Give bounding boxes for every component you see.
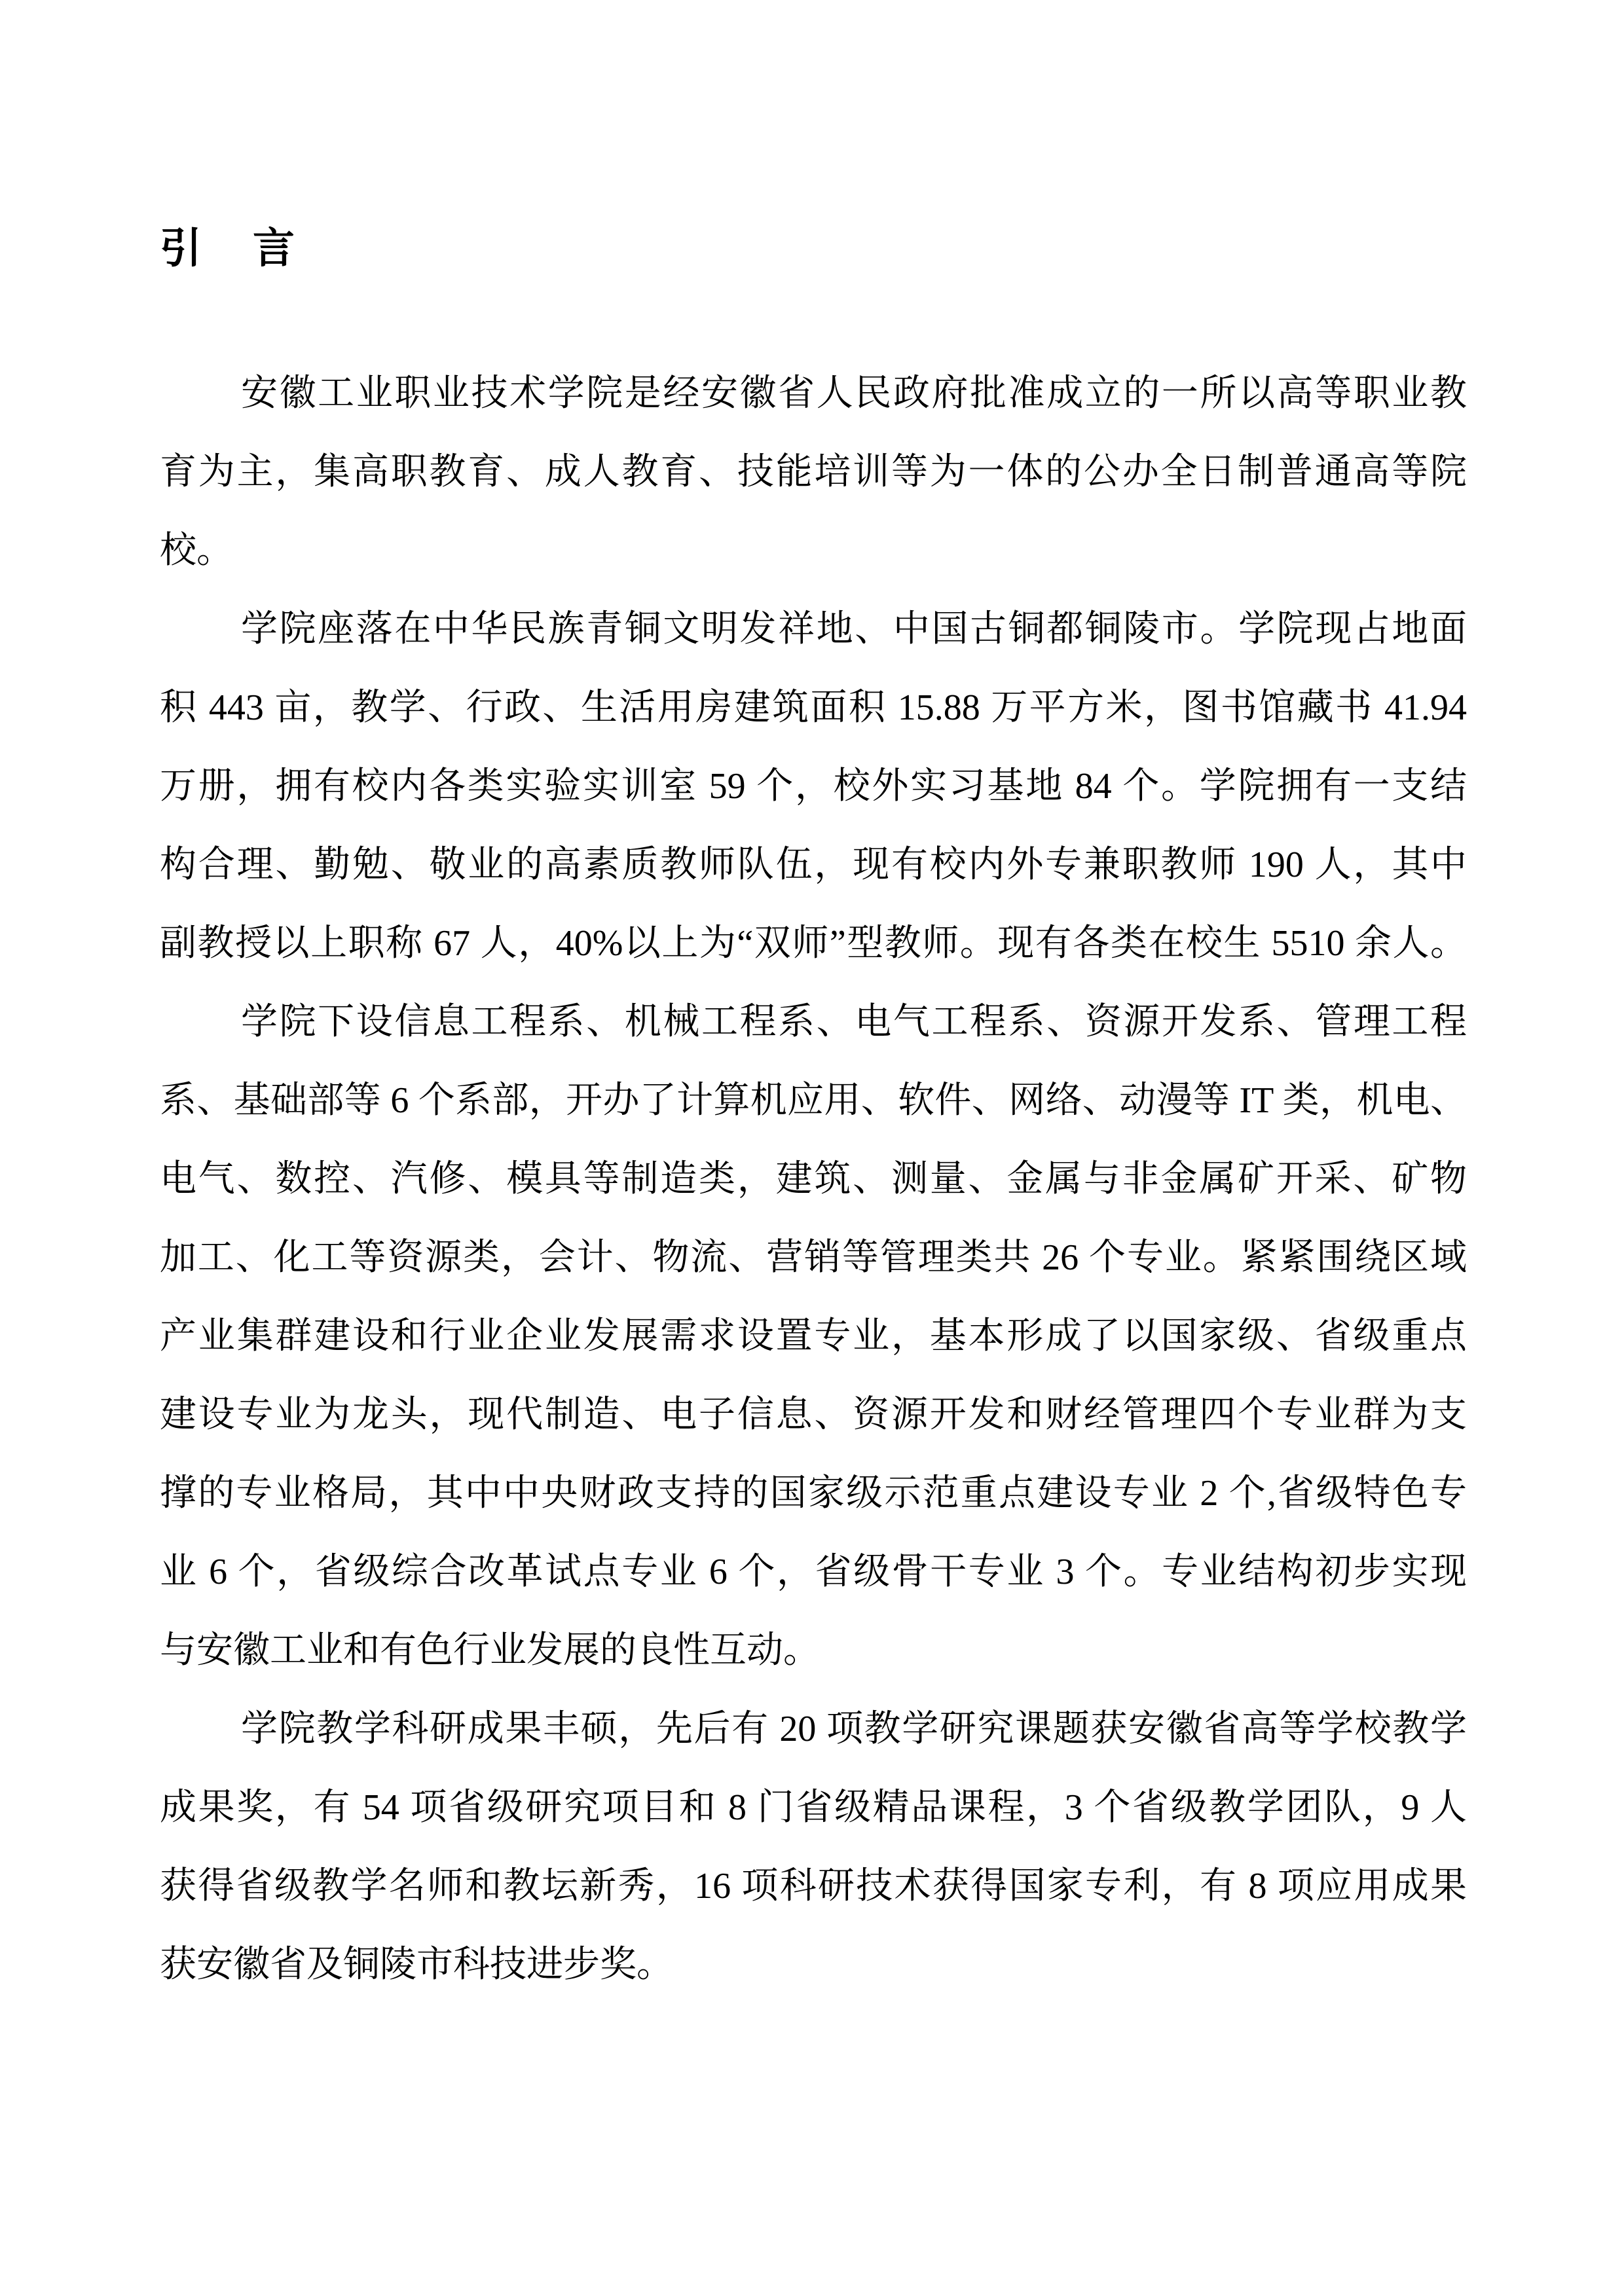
paragraph-line: 产业集群建设和行业企业发展需求设置专业，基本形成了以国家级、省级重点 xyxy=(160,1316,1467,1357)
paragraph-line: 业 6 个，省级综合改革试点专业 6 个，省级骨干专业 3 个。专业结构初步实现 xyxy=(160,1552,1467,1592)
document-body xyxy=(160,354,1467,2004)
paragraph-line: 学院教学科研成果丰硕，先后有 20 项教学研究课题获安徽省高等学校教学 xyxy=(241,1709,1467,1749)
paragraph-line: 加工、化工等资源类，会计、物流、营销等管理类共 26 个专业。紧紧围绕区域 xyxy=(160,1237,1467,1278)
paragraph-line: 学院座落在中华民族青铜文明发祥地、中国古铜都铜陵市。学院现占地面 xyxy=(241,609,1467,649)
paragraph-line: 安徽工业职业技术学院是经安徽省人民政府批准成立的一所以高等职业教 xyxy=(241,373,1467,414)
paragraph-line: 构合理、勤勉、敬业的高素质教师队伍，现有校内外专兼职教师 190 人，其中 xyxy=(160,845,1467,885)
paragraph-line: 育为主，集高职教育、成人教育、技能培训等为一体的公办全日制普通高等院 xyxy=(160,452,1467,492)
document-title: 引 言 xyxy=(160,225,299,272)
paragraph-line: 校。 xyxy=(160,530,233,571)
paragraph-line: 积 443 亩，教学、行政、生活用房建筑面积 15.88 万平方米，图书馆藏书 41.94 xyxy=(160,687,1467,728)
paragraph-achievements xyxy=(160,1690,1467,2004)
paragraph-departments xyxy=(160,983,1467,1690)
paragraph-intro xyxy=(160,354,1467,590)
paragraph-line: 与安徽工业和有色行业发展的良性互动。 xyxy=(160,1630,820,1671)
paragraph-campus xyxy=(160,590,1467,983)
paragraph-line: 学院下设信息工程系、机械工程系、电气工程系、资源开发系、管理工程 xyxy=(241,1002,1467,1042)
paragraph-line: 副教授以上职称 67 人，40%以上为“双师”型教师。现有各类在校生 5510 余人。 xyxy=(160,923,1467,964)
paragraph-line: 万册，拥有校内各类实验实训室 59 个，校外实习基地 84 个。学院拥有一支结 xyxy=(160,766,1467,807)
paragraph-line: 系、基础部等 6 个系部，开办了计算机应用、软件、网络、动漫等 IT 类，机电、 xyxy=(160,1080,1467,1121)
paragraph-line: 撑的专业格局，其中中央财政支持的国家级示范重点建设专业 2 个,省级特色专 xyxy=(160,1473,1467,1514)
paragraph-line: 电气、数控、汽修、模具等制造类，建筑、测量、金属与非金属矿开采、矿物 xyxy=(160,1159,1467,1199)
paragraph-line: 建设专业为龙头，现代制造、电子信息、资源开发和财经管理四个专业群为支 xyxy=(160,1394,1467,1435)
paragraph-line: 获安徽省及铜陵市科技进步奖。 xyxy=(160,1944,673,1985)
paragraph-line: 成果奖，有 54 项省级研究项目和 8 门省级精品课程，3 个省级教学团队，9 人 xyxy=(160,1787,1467,1828)
paragraph-line: 获得省级教学名师和教坛新秀，16 项科研技术获得国家专利，有 8 项应用成果 xyxy=(160,1866,1467,1906)
